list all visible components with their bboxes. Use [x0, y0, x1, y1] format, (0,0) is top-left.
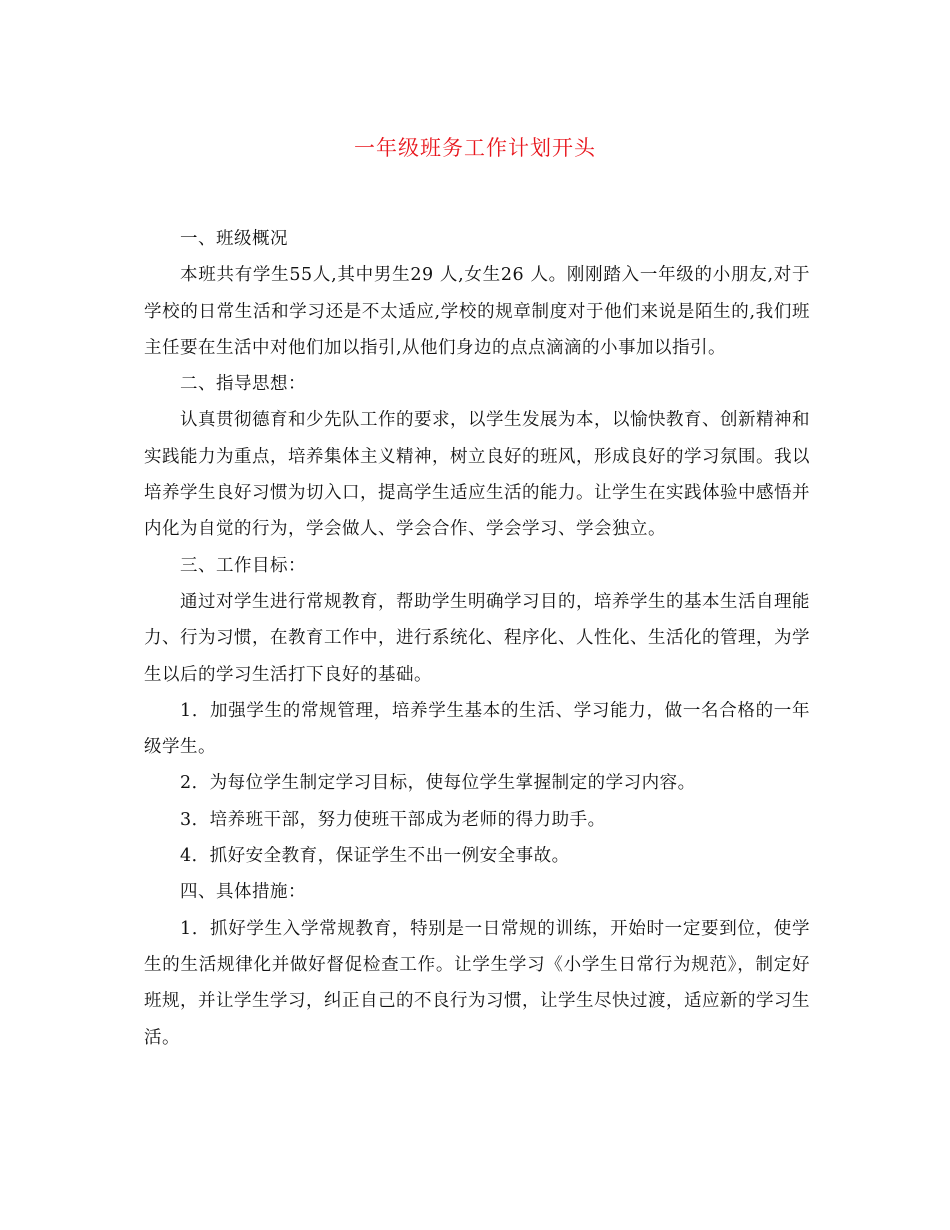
section-heading-guiding-thought: 二、指导思想：: [180, 374, 306, 395]
document-title: 一年级班务工作计划开头: [354, 136, 596, 160]
section-heading-specific-measures: 四、具体措施：: [180, 882, 306, 903]
paragraph-work-goals: 通过对学生进行常规教育，帮助学生明确学习目的，培养学生的基本生活自理能力、行为习惯，在教育工作中，进行系统化、程序化、人性化、生活化的管理，为学生以后的学习生活打下良好的基础。: [144, 591, 810, 685]
measure-item-1: 1．抓好学生入学常规教育，特别是一日常规的训练，开始时一定要到位，使学生的生活规律化并做好督促检查工作。让学生学习《小学生日常行为规范》，制定好班规，并让学生学习，纠正自己的不良行为习惯，让学生尽快过渡，适应新的学习生活。: [144, 918, 810, 1048]
goal-item-1: 1．加强学生的常规管理，培养学生基本的生活、学习能力，做一名合格的一年级学生。: [144, 700, 810, 758]
paragraph-guiding-thought: 认真贯彻德育和少先队工作的要求，以学生发展为本，以愉快教育、创新精神和实践能力为重点，培养集体主义精神，树立良好的班风，形成良好的学习氛围。我以培养学生良好习惯为切入口，提高学生适应生活的能力。让学生在实践体验中感悟并内化为自觉的行为，学会做人、学会合作、学会学习、学会独立。: [144, 410, 810, 540]
document-body: [144, 221, 810, 1056]
paragraph-class-overview: 本班共有学生55人,其中男生29 人,女生26 人。刚刚踏入一年级的小朋友,对于学校的日常生活和学习还是不太适应,学校的规章制度对于他们来说是陌生的,我们班主任要在生活中对他们加以指引,从他们身边的点点滴滴的小事加以指引。: [144, 265, 810, 358]
section-heading-work-goals: 三、工作目标：: [180, 555, 306, 576]
section-heading-class-overview: 一、班级概况: [180, 229, 288, 249]
goal-item-2: 2．为每位学生制定学习目标，使每位学生掌握制定的学习内容。: [180, 773, 696, 794]
goal-item-4: 4．抓好安全教育，保证学生不出一例安全事故。: [180, 846, 570, 867]
goal-item-3: 3．培养班干部，努力使班干部成为老师的得力助手。: [180, 809, 606, 830]
